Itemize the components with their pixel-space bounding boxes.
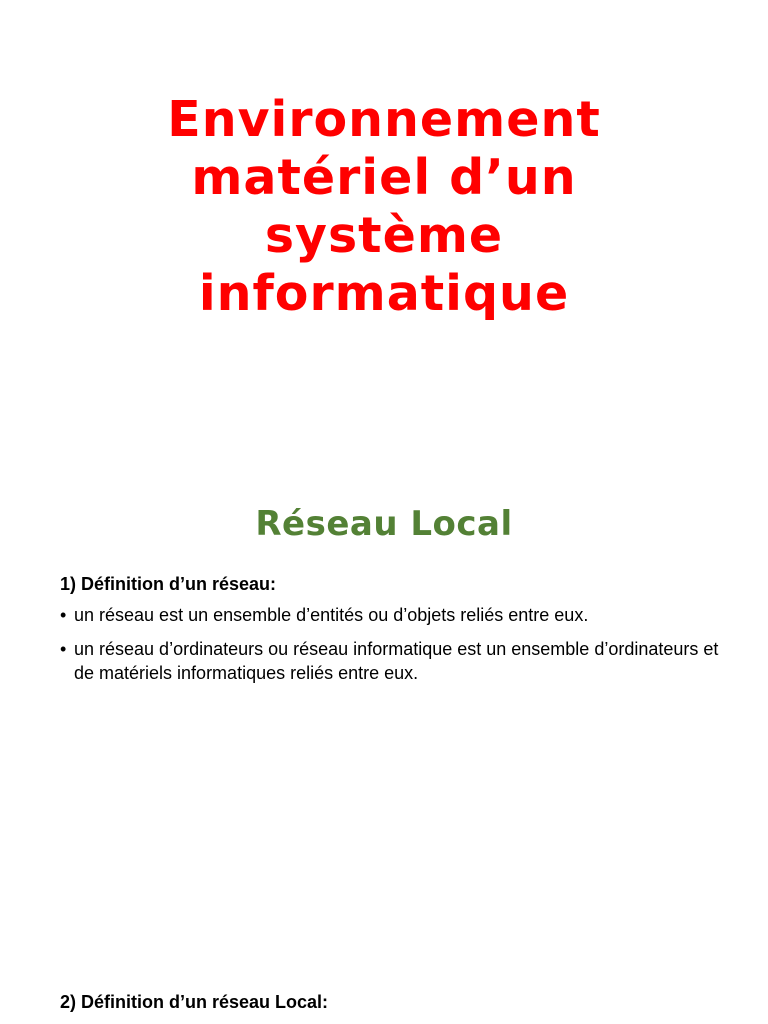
title-line: informatique [198, 264, 570, 322]
section-heading: Réseau Local [255, 504, 513, 545]
bullet-text: un réseau est un ensemble d’entités ou d’objets reliés entre eux. [74, 605, 589, 625]
title-line: matériel d’un [191, 148, 577, 206]
document-title [0, 91, 768, 323]
definition-heading-reseau: 1) Définition d’un réseau: [60, 574, 277, 594]
list-item [60, 603, 720, 627]
definition-bullet-list [60, 603, 720, 695]
title-line: Environnement [167, 90, 601, 148]
definition-heading-reseau-local: 2) Définition d’un réseau Local: [60, 992, 329, 1012]
bullet-text: un réseau d’ordinateurs ou réseau informatique est un ensemble d’ordinateurs et de matériels informatiques reliés entre eux. [74, 639, 719, 683]
list-item [60, 637, 720, 685]
title-line: système [264, 206, 504, 264]
bullet-icon: • [60, 639, 67, 659]
bullet-icon: • [60, 605, 67, 625]
